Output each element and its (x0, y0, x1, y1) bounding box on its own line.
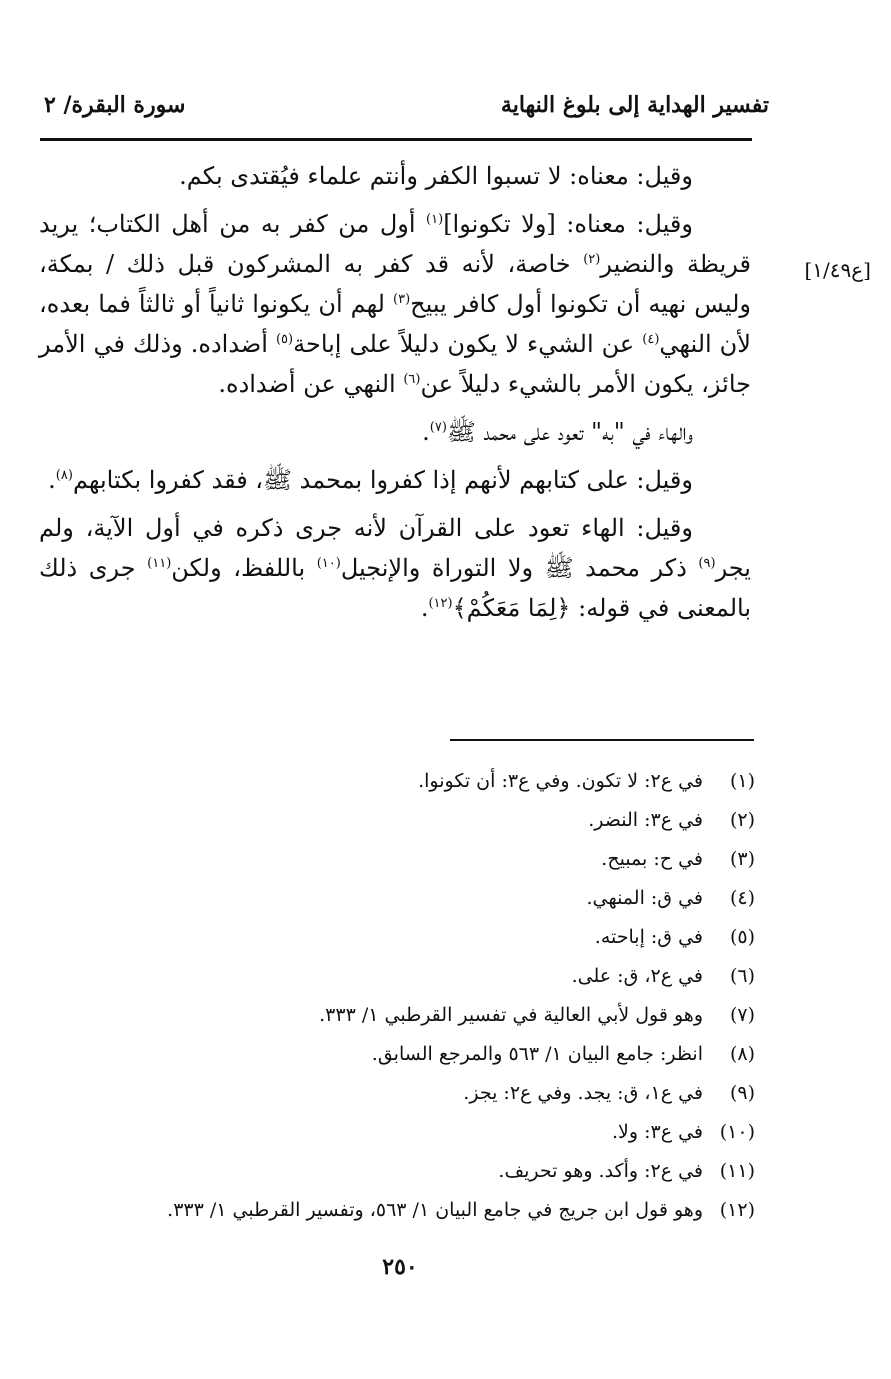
paragraph-text: وقيل: الهاء تعود على القرآن لأنه جرى ذكره في أول الآية، ولم يجر (39, 514, 751, 582)
footnote-text: في ح: بمبيح. (601, 848, 703, 870)
footnote-text: في ع١، ق: يجد. وفي ع٢: يجز. (463, 1082, 703, 1104)
header-divider (40, 138, 752, 141)
paragraph-text: والهاء في "به" تعود على محمد ﷺ (446, 418, 693, 446)
footnote (35, 762, 755, 801)
paragraph-text: خاصة، لأنه قد كفر به المشركون قبل ذلك / بمكة، وليس نهيه أن تكونوا أول كافر يبيح (39, 250, 752, 318)
footnote-number: (٣) (729, 848, 755, 870)
running-header-surah: سورة البقرة/ ٢ (44, 92, 186, 118)
footnote-marker[interactable]: (٨) (55, 468, 73, 483)
footnote-marker[interactable]: (٣) (393, 292, 411, 307)
paragraph-text: وقيل: معناه: لا تسبوا الكفر وأنتم علماء فيُقتدى بكم. (179, 162, 693, 190)
footnote-number: (٩) (729, 1082, 755, 1104)
footnote-text: في ع٢: وأكد. وهو تحريف. (498, 1160, 703, 1182)
paragraph-2 (39, 204, 751, 404)
footnote-text: وهو قول ابن جريج في جامع البيان ١/ ٥٦٣، وتفسير القرطبي ١/ ٣٣٣. (167, 1199, 703, 1221)
footnote-divider (450, 739, 754, 741)
footnote (35, 996, 755, 1035)
footnote-number: (١) (729, 770, 755, 792)
footnote-number: (٧) (729, 1004, 755, 1026)
footnote-marker[interactable]: (٧) (429, 420, 447, 435)
footnote-marker[interactable]: (١٠) (316, 556, 341, 571)
footnote-number: (٤) (729, 887, 755, 909)
footnote-marker[interactable]: (٤) (642, 332, 660, 347)
running-header-book-title: تفسير الهداية إلى بلوغ النهاية (500, 92, 769, 118)
footnote-text: في ع٣: ولا. (611, 1121, 703, 1143)
footnote-marker[interactable]: (٢) (583, 252, 601, 267)
paragraph-3 (39, 412, 751, 452)
paragraph-text: جرى ذلك بالمعنى في قوله: ﴿لِمَا مَعَكُمْ﴾ (39, 554, 751, 622)
footnote-marker[interactable]: (١١) (147, 556, 172, 571)
page-number: ٢٥٠ (382, 1254, 418, 1280)
paragraph-text: عن الشيء لا يكون دليلاً على إباحة (293, 330, 643, 358)
footnote (35, 1152, 755, 1191)
paragraph-text: . (48, 466, 56, 494)
paragraph-text: . (420, 594, 429, 622)
footnote-text: في ع٢: لا تكون. وفي ع٣: أن تكونوا. (418, 770, 703, 792)
footnote-number: (٢) (729, 809, 755, 831)
footnote (35, 1191, 755, 1230)
footnote (35, 1074, 755, 1113)
footnote (35, 957, 755, 996)
footnote-marker[interactable]: (١) (426, 212, 444, 227)
footnote-text: في ق: المنهي. (586, 887, 703, 909)
footnote-marker[interactable]: (٩) (698, 556, 716, 571)
footnote-text: في ع٢، ق: على. (571, 965, 703, 987)
footnotes-list (35, 762, 755, 1230)
footnote-number: (١٢) (719, 1199, 755, 1221)
footnote-number: (٨) (729, 1043, 755, 1065)
footnote (35, 801, 755, 840)
footnote-text: في ق: إباحته. (594, 926, 703, 948)
paragraph-5 (39, 508, 751, 628)
footnote (35, 918, 755, 957)
paragraph-text: باللفظ، ولكن (171, 554, 317, 582)
footnote-marker[interactable]: (١٢) (428, 596, 453, 611)
paragraph-text: أضداده. وذلك في الأمر جائز، يكون الأمر بالشيء دليلاً عن (39, 330, 751, 398)
footnote-text: انظر: جامع البيان ١/ ٥٦٣ والمرجع السابق. (371, 1043, 703, 1065)
footnote-text: في ع٣: النضر. (588, 809, 703, 831)
paragraph-text: أول من كفر به من أهل الكتاب؛ يريد قريظة والنضير (39, 210, 752, 278)
footnote-number: (١١) (719, 1160, 755, 1182)
footnote-marker[interactable]: (٦) (403, 372, 421, 387)
footnote (35, 840, 755, 879)
footnote-marker[interactable]: (٥) (275, 332, 294, 347)
paragraph-4 (39, 460, 751, 500)
paragraph-text: وقيل: معناه: [ولا تكونوا] (443, 210, 693, 238)
paragraph-text: لهم أن يكونوا ثانياً أو ثالثاً فما بعده، لأن النهي (39, 290, 751, 358)
paragraph-text: النهي عن أضداده. (218, 370, 404, 398)
footnote-number: (٥) (729, 926, 755, 948)
footnote (35, 1113, 755, 1152)
paragraph-1 (39, 156, 751, 196)
paragraph-text: وقيل: على كتابهم لأنهم إذا كفروا بمحمد ﷺ، فقد كفروا بكتابهم (72, 466, 693, 494)
footnote (35, 1035, 755, 1074)
paragraph-text: . (422, 418, 430, 446)
footnote-number: (٦) (729, 965, 755, 987)
footnote-number: (١٠) (719, 1121, 755, 1143)
manuscript-folio-reference: [ع١/٤٩] (804, 258, 871, 282)
footnote (35, 879, 755, 918)
paragraph-text: ذكر محمد ﷺ ولا التوراة والإنجيل (340, 554, 699, 582)
main-text (39, 156, 751, 636)
footnote-text: وهو قول لأبي العالية في تفسير القرطبي ١/ ٣٣٣. (319, 1004, 703, 1026)
